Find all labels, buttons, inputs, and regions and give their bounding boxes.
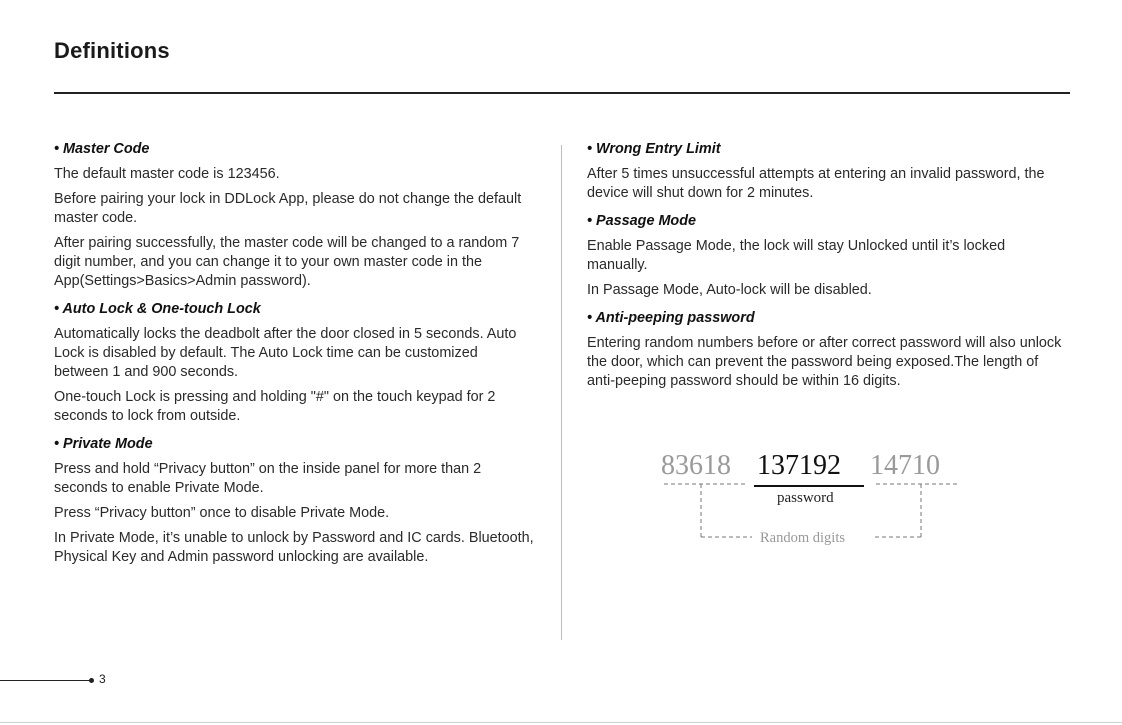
page-title: Definitions (54, 38, 170, 63)
section-passage-mode (587, 212, 1069, 300)
section-title: • Passage Mode (587, 213, 697, 229)
password-digits: 137192 (757, 450, 841, 481)
right-column (587, 140, 1069, 400)
paragraph: Entering random numbers before or after correct password will also unlock the door, which can prevent the password being exposed.The length of anti-peeping password should be within 16 digits. (587, 335, 1062, 389)
paragraph: Press and hold “Privacy button” on the inside panel for more than 2 seconds to enable Private Mode. (54, 461, 482, 496)
random-prefix-digits: 83618 (661, 450, 731, 481)
footer-dot (89, 678, 94, 683)
anti-peeping-diagram (650, 445, 980, 555)
paragraph: One-touch Lock is pressing and holding "#" on the touch keypad for 2 seconds to lock from outside. (54, 389, 496, 424)
section-wrong-entry-limit (587, 140, 1069, 203)
paragraph: Automatically locks the deadbolt after the door closed in 5 seconds. Auto Lock is disabled by default. The Auto Lock time can be customized between 1 and 900 seconds. (54, 326, 517, 380)
section-private-mode (54, 435, 536, 567)
left-column (54, 140, 536, 576)
section-master-code (54, 140, 536, 291)
paragraph: Before pairing your lock in DDLock App, please do not change the default master code. (54, 191, 522, 226)
title-divider (54, 92, 1070, 94)
random-digits-label: Random digits (760, 530, 845, 546)
password-label: password (777, 490, 834, 506)
paragraph: In Passage Mode, Auto-lock will be disabled. (587, 282, 872, 298)
bottom-border (0, 722, 1122, 723)
paragraph: In Private Mode, it’s unable to unlock by Password and IC cards. Bluetooth, Physical Key and Admin password unlocking are available. (54, 530, 534, 565)
page-number: 3 (99, 672, 106, 686)
section-title: • Private Mode (54, 436, 153, 452)
paragraph: The default master code is 123456. (54, 166, 280, 182)
paragraph: After pairing successfully, the master code will be changed to a random 7 digit number, and you can change it to your own master code in the App(Settings>Basics>Admin password). (54, 235, 520, 289)
section-title: • Master Code (54, 141, 150, 157)
section-title: • Wrong Entry Limit (587, 141, 721, 157)
paragraph: Enable Passage Mode, the lock will stay Unlocked until it’s locked manually. (587, 238, 1006, 273)
password-underline (754, 485, 864, 487)
footer-line (0, 680, 90, 681)
section-anti-peeping (587, 309, 1069, 391)
paragraph: Press “Privacy button” once to disable Private Mode. (54, 505, 390, 521)
section-auto-lock (54, 300, 536, 426)
random-suffix-digits: 14710 (870, 450, 940, 481)
column-divider (561, 145, 562, 640)
section-title: • Auto Lock & One-touch Lock (54, 301, 261, 317)
section-title: • Anti-peeping password (587, 310, 755, 326)
paragraph: After 5 times unsuccessful attempts at entering an invalid password, the device will shut down for 2 minutes. (587, 166, 1045, 201)
